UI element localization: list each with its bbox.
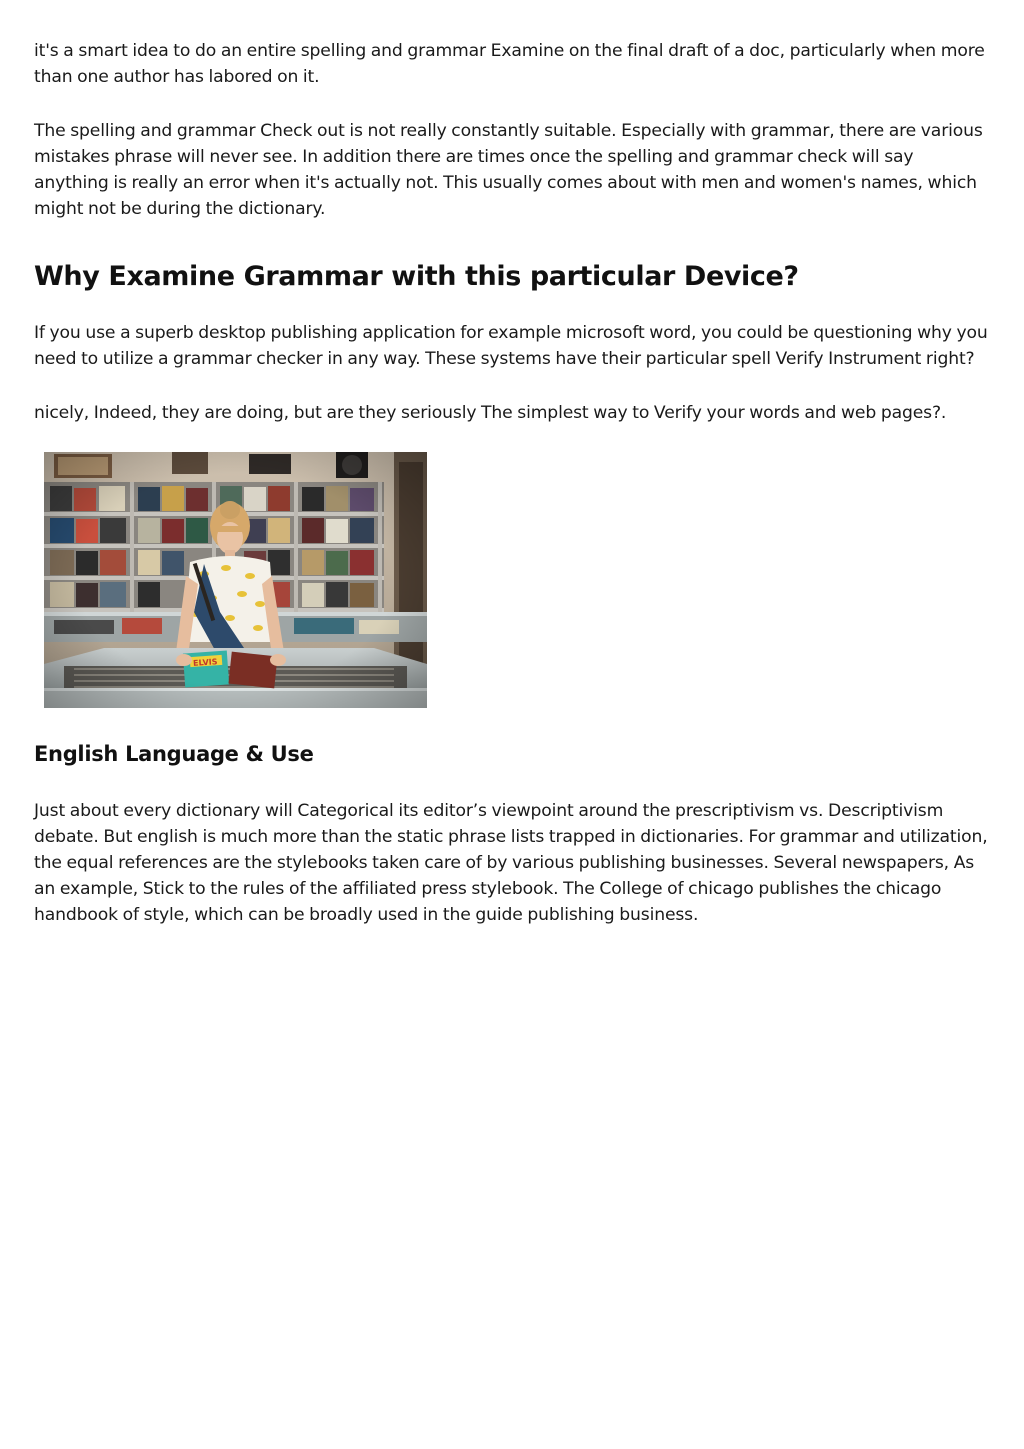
section-heading: Why Examine Grammar with this particular Device? [34, 261, 799, 292]
spelling-check-paragraph: The spelling and grammar Check out is not really constantly suitable. Especially with grammar, there are various mistakes phrase will never see. In addition there are times once the spelling and grammar check will say anything is really an error when it's actually not. This usually comes about with men and women's names, which might not be during the dictionary. [34, 121, 983, 219]
record-store-illustration [44, 452, 427, 708]
desktop-publishing-paragraph: If you use a superb desktop publishing application for example microsoft word, you could be questioning why you need to utilize a grammar checker in any way. These systems have their particular spell Verify Instrument right? [34, 323, 988, 369]
dictionary-paragraph: Just about every dictionary will Categorical its editor’s viewpoint around the prescriptivism vs. Descriptivism debate. But english is much more than the static phrase lists trapped in dictionaries. For grammar and utilization, the equal references are the stylebooks taken care of by various publishing businesses. Several newspapers, As an example, Stick to the rules of the affiliated press stylebook. The College of chicago publishes the chicago handbook of style, which can be broadly used in the guide publishing business. [34, 801, 988, 925]
intro-paragraph: it's a smart idea to do an entire spelling and grammar Examine on the final draft of a doc, particularly when more than one author has labored on it. [34, 41, 985, 87]
subsection-heading: English Language & Use [34, 742, 314, 766]
record-store-photo [44, 452, 427, 708]
document-page [34, 38, 994, 928]
verify-words-paragraph: nicely, Indeed, they are doing, but are they seriously The simplest way to Verify your words and web pages?. [34, 403, 947, 423]
